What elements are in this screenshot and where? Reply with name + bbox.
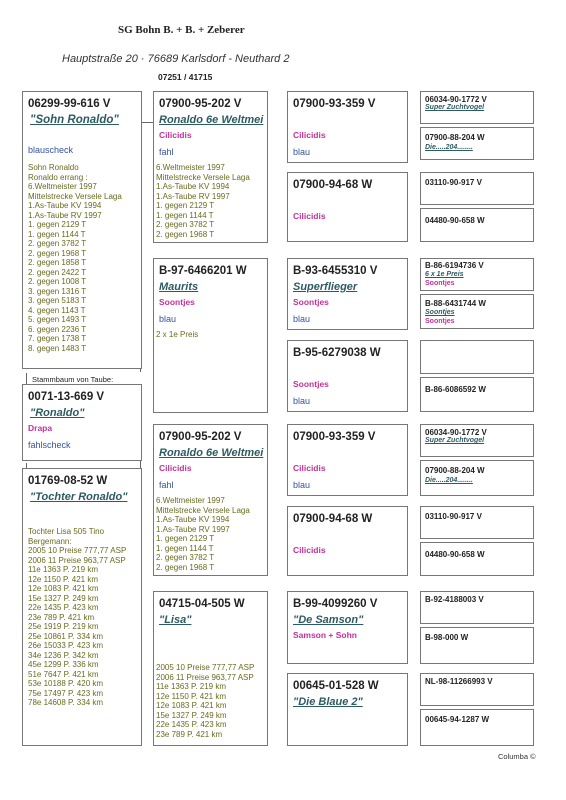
gen4-name: 6 x 1e Preis: [425, 271, 464, 278]
gen3-breeder: Cilicidis: [293, 211, 326, 221]
gen2-ff-name: Ronaldo 6e Weltmei: [159, 114, 264, 126]
gen4-card-10: [420, 506, 534, 539]
gen4-card-15: [420, 709, 534, 746]
gen3-breeder: Cilicidis: [293, 545, 326, 555]
gen3-card-5: [287, 506, 408, 576]
gen3-color: blau: [293, 396, 311, 406]
gen4-ring: 06034-90-1772 V: [425, 95, 487, 104]
address: Hauptstraße 20 · 76689 Karlsdorf - Neuthard 2: [62, 53, 290, 65]
mother-ring: 01769-08-52 W: [28, 475, 108, 487]
gen4-name: Super Zuchtvogel: [425, 437, 485, 444]
gen2-fm-notes: 2 x 1e Preis: [156, 330, 199, 339]
gen3-ring: 00645-01-528 W: [293, 680, 379, 692]
gen4-ring: NL-98-11266993 V: [425, 677, 493, 686]
page-title: SG Bohn B. + B. + Zeberer: [118, 24, 245, 36]
gen4-card-5: [420, 294, 534, 329]
gen4-breeder: Soontjes: [425, 318, 455, 325]
gen4-card-12: [420, 591, 534, 624]
gen4-ring: B-86-6086592 W: [425, 385, 486, 394]
gen4-ring: 03110-90-917 V: [425, 178, 482, 187]
gen3-breeder: Cilicidis: [293, 463, 326, 473]
gen4-ring: 04480-90-658 W: [425, 216, 485, 225]
gen2-ff-notes: 6.Weltmeister 1997 Mittelstrecke Versele Laga 1.As-Taube KV 1994 1.As-Taube RV 1997 1. gegen 2129 T 1. gegen 1144 T 2. gegen 3782 T 2. gegen 1968 T: [156, 163, 250, 239]
gen4-ring: 03110-90-917 V: [425, 512, 482, 521]
gen3-card-0: [287, 91, 408, 163]
gen4-ring: 07900-88-204 W: [425, 133, 485, 142]
gen3-card-3: [287, 340, 408, 412]
gen2-fm-ring: B-97-6466201 W: [159, 265, 247, 277]
gen2-fm-card: [153, 258, 268, 413]
mother-notes: Tochter Lisa 505 Tino Bergemann: 2005 10 Preise 777,77 ASP 2006 11 Preise 963,77 ASP 11e 1363 P. 219 km 12e 1150 P. 421 km 12e 1083 P. 421 km 15e 1327 P. 249 km 22e 1435 P. 423 km 23e 789 P. 421 km 25e 1919 P. 219 km 25e 10861 P. 334 km 26e 15033 P. 423 km 34e 1236 P. 342 km 45e 1299 P. 336 km 51e 7647 P. 421 km 53e 10188 P. 420 km 75e 17497 P. 423 km 78e 14608 P. 334 km: [28, 527, 127, 707]
father-breeder: Drapa: [28, 423, 53, 433]
gen3-color: blau: [293, 147, 311, 157]
gen2-mf-card: [153, 424, 268, 576]
gen3-ring: 07900-93-359 V: [293, 98, 376, 110]
gen2-mf-breeder: Cilicidis: [159, 463, 192, 473]
gen4-card-8: [420, 424, 534, 457]
gen4-ring: B-92-4188003 V: [425, 595, 484, 604]
gen3-color: blau: [293, 480, 311, 490]
gen2-mm-name: "Lisa": [159, 614, 192, 626]
gen4-card-4: [420, 258, 534, 291]
gen4-breeder: Soontjes: [425, 280, 455, 287]
gen2-mf-color: fahl: [159, 480, 174, 490]
gen2-mm-ring: 04715-04-505 W: [159, 598, 245, 610]
gen4-ring: B-86-6194736 V: [425, 261, 484, 270]
mother-name: "Tochter Ronaldo": [30, 491, 128, 503]
gen2-ff-breeder: Cilicidis: [159, 130, 192, 140]
gen3-card-7: [287, 673, 408, 746]
father-color: fahlscheck: [28, 440, 71, 450]
gen3-ring: B-93-6455310 V: [293, 265, 378, 277]
gen2-fm-color: blau: [159, 314, 177, 324]
gen4-card-9: [420, 460, 534, 496]
gen4-card-13: [420, 627, 534, 664]
gen3-breeder: Soontjes: [293, 297, 329, 307]
gen2-ff-ring: 07900-95-202 V: [159, 98, 242, 110]
gen4-name: Super Zuchtvogel: [425, 104, 485, 111]
footer-credit: Columba ©: [498, 752, 536, 761]
gen4-card-6: [420, 340, 534, 374]
gen3-breeder: Samson + Sohn: [293, 630, 357, 640]
gen4-ring: 06034-90-1772 V: [425, 428, 487, 437]
gen2-mf-name: Ronaldo 6e Weltmei: [159, 447, 264, 459]
gen4-name: Die.....204........: [425, 477, 473, 484]
gen2-ff-card: [153, 91, 268, 243]
gen3-ring: B-95-6279038 W: [293, 347, 381, 359]
gen3-card-2: [287, 258, 408, 330]
gen3-ring: B-99-4099260 V: [293, 598, 378, 610]
gen3-name: "Die Blaue 2": [293, 696, 363, 708]
gen3-name: Superflieger: [293, 281, 358, 293]
gen3-card-1: [287, 172, 408, 242]
gen4-card-14: [420, 673, 534, 706]
gen2-mf-notes: 6.Weltmeister 1997 Mittelstrecke Versele Laga 1.As-Taube KV 1994 1.As-Taube RV 1997 1. gegen 2129 T 1. gegen 1144 T 2. gegen 3782 T 2. gegen 1968 T: [156, 496, 250, 572]
gen2-fm-name: Maurits: [159, 281, 199, 293]
phone: 07251 / 41715: [158, 72, 213, 82]
gen4-card-3: [420, 208, 534, 242]
gen3-card-6: [287, 591, 408, 664]
gen4-card-2: [420, 172, 534, 205]
gen2-fm-breeder: Soontjes: [159, 297, 195, 307]
subject-ring: 06299-99-616 V: [28, 98, 111, 110]
gen4-ring: 04480-90-658 W: [425, 550, 485, 559]
gen4-ring: B-98-000 W: [425, 633, 469, 642]
gen3-ring: 07900-94-68 W: [293, 513, 373, 525]
gen2-ff-color: fahl: [159, 147, 174, 157]
father-ring: 0071-13-669 V: [28, 391, 105, 403]
subject-color: blauscheck: [28, 145, 74, 155]
gen2-mm-notes: 2005 10 Preise 777,77 ASP 2006 11 Preise 963,77 ASP 11e 1363 P. 219 km 12e 1150 P. 421 km 12e 1083 P. 421 km 15e 1327 P. 249 km 22e 1435 P. 423 km 23e 789 P. 421 km: [156, 663, 255, 739]
gen4-ring: B-88-6431744 W: [425, 299, 486, 308]
gen3-card-4: [287, 424, 408, 496]
father-name: "Ronaldo": [30, 407, 85, 419]
gen3-ring: 07900-94-68 W: [293, 179, 373, 191]
gen4-ring: 07900-88-204 W: [425, 466, 485, 475]
gen4-card-1: [420, 127, 534, 160]
gen2-mm-card: [153, 591, 268, 746]
gen4-name: Die.....204........: [425, 144, 473, 151]
gen4-card-0: [420, 91, 534, 124]
gen3-color: blau: [293, 314, 311, 324]
gen4-name: Soontjes: [425, 309, 455, 316]
gen4-ring: 00645-94-1287 W: [425, 715, 490, 724]
gen3-name: "De Samson": [293, 614, 364, 626]
stammbaum-label: Stammbaum von Taube:: [32, 375, 114, 384]
gen4-card-7: [420, 377, 534, 412]
gen3-breeder: Soontjes: [293, 379, 329, 389]
father-card: [22, 384, 142, 461]
gen4-card-11: [420, 542, 534, 576]
subject-notes: Sohn Ronaldo Ronaldo errang : 6.Weltmeister 1997 Mittelstrecke Versele Laga 1.As-Taube KV 1994 1.As-Taube RV 1997 1. gegen 2129 T 1. gegen 1144 T 2. gegen 3782 T 2. gegen 1968 T 2. gegen 1858 T 2. gegen 2422 T 2. gegen 1008 T 3. gegen 1316 T 3. gegen 5183 T 4. gegen 1143 T 5. gegen 1493 T 6. gegen 2236 T 7. gegen 1738 T 8. gegen 1483 T: [28, 163, 122, 353]
mother-card: [22, 468, 142, 746]
gen3-ring: 07900-93-359 V: [293, 431, 376, 443]
gen2-mf-ring: 07900-95-202 V: [159, 431, 242, 443]
subject-name: "Sohn Ronaldo": [30, 114, 119, 126]
gen3-breeder: Cilicidis: [293, 130, 326, 140]
subject-card: [22, 91, 142, 369]
